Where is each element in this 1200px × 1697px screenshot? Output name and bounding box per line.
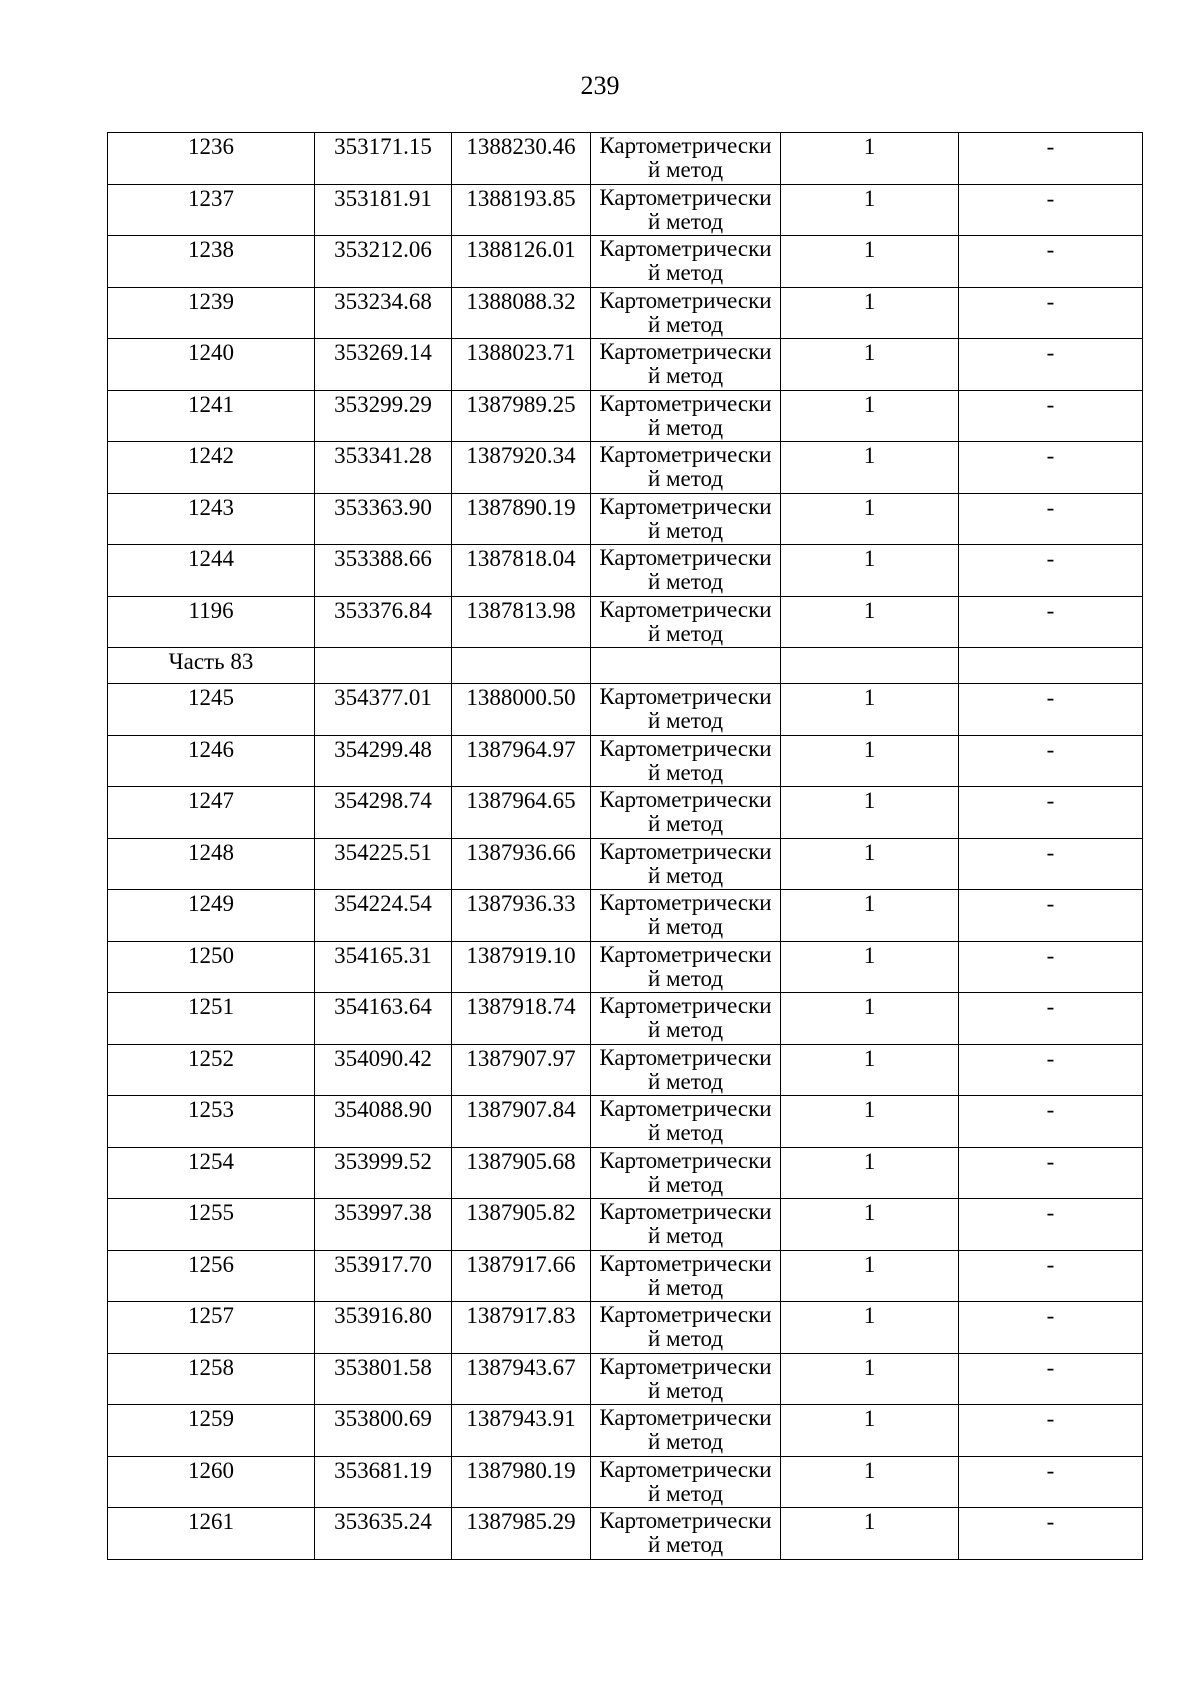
method-cell	[591, 545, 781, 597]
table-row	[108, 1405, 1143, 1457]
y-coordinate-cell: 1387980.19	[452, 1456, 591, 1508]
y-coordinate-cell: 1388023.71	[452, 339, 591, 391]
table-row	[108, 1508, 1143, 1560]
method-cell	[591, 1353, 781, 1405]
empty-cell	[781, 648, 959, 684]
table-row	[108, 787, 1143, 839]
x-coordinate-cell: 353376.84	[315, 596, 452, 648]
point-number-cell: 1249	[108, 890, 315, 942]
point-number-cell: 1251	[108, 993, 315, 1045]
y-coordinate-cell: 1387907.84	[452, 1096, 591, 1148]
table-row	[108, 339, 1143, 391]
x-coordinate-cell: 354224.54	[315, 890, 452, 942]
method-cell	[591, 1302, 781, 1354]
x-coordinate-cell: 353299.29	[315, 390, 452, 442]
description-cell: -	[959, 1508, 1143, 1560]
point-number-cell: 1236	[108, 133, 315, 185]
precision-cell: 1	[781, 287, 959, 339]
description-cell: -	[959, 787, 1143, 839]
method-cell	[591, 787, 781, 839]
table-row	[108, 1096, 1143, 1148]
precision-cell: 1	[781, 890, 959, 942]
precision-cell: 1	[781, 184, 959, 236]
y-coordinate-cell: 1387964.97	[452, 735, 591, 787]
precision-cell: 1	[781, 442, 959, 494]
x-coordinate-cell: 353681.19	[315, 1456, 452, 1508]
precision-cell: 1	[781, 133, 959, 185]
x-coordinate-cell: 353999.52	[315, 1147, 452, 1199]
point-number-cell: 1248	[108, 838, 315, 890]
x-coordinate-cell: 353800.69	[315, 1405, 452, 1457]
description-cell: -	[959, 838, 1143, 890]
x-coordinate-cell: 353997.38	[315, 1199, 452, 1251]
y-coordinate-cell: 1387943.67	[452, 1353, 591, 1405]
precision-cell: 1	[781, 1508, 959, 1560]
x-coordinate-cell: 354377.01	[315, 684, 452, 736]
x-coordinate-cell: 354298.74	[315, 787, 452, 839]
description-cell: -	[959, 1096, 1143, 1148]
description-cell: -	[959, 735, 1143, 787]
method-cell	[591, 684, 781, 736]
method-cell	[591, 236, 781, 288]
method-text: Картометрически й метод	[599, 941, 772, 991]
precision-cell: 1	[781, 1044, 959, 1096]
point-number-cell: 1242	[108, 442, 315, 494]
empty-cell	[959, 648, 1143, 684]
description-cell: -	[959, 1405, 1143, 1457]
point-number-cell: 1196	[108, 596, 315, 648]
point-number-cell: 1237	[108, 184, 315, 236]
method-text: Картометрически й метод	[599, 1456, 772, 1506]
method-text: Картометрически й метод	[599, 133, 772, 182]
table-row	[108, 1199, 1143, 1251]
method-text: Картометрически й метод	[599, 1199, 772, 1248]
x-coordinate-cell: 354088.90	[315, 1096, 452, 1148]
description-cell: -	[959, 339, 1143, 391]
table-row	[108, 184, 1143, 236]
method-cell	[591, 287, 781, 339]
table-row	[108, 442, 1143, 494]
method-text: Картометрически й метод	[599, 339, 772, 388]
method-text: Картометрически й метод	[599, 787, 772, 836]
method-text: Картометрически й метод	[599, 993, 772, 1042]
method-cell	[591, 1096, 781, 1148]
precision-cell: 1	[781, 1199, 959, 1251]
precision-cell: 1	[781, 1353, 959, 1405]
page-number: 239	[580, 71, 620, 100]
table-row	[108, 941, 1143, 993]
y-coordinate-cell: 1387920.34	[452, 442, 591, 494]
precision-cell: 1	[781, 596, 959, 648]
description-cell: -	[959, 1044, 1143, 1096]
table-row	[108, 1044, 1143, 1096]
description-cell: -	[959, 684, 1143, 736]
method-text: Картометрически й метод	[599, 1302, 772, 1351]
coordinates-table-body	[108, 133, 1143, 1560]
method-text: Картометрически й метод	[599, 545, 772, 594]
method-cell	[591, 1456, 781, 1508]
precision-cell: 1	[781, 941, 959, 993]
point-number-cell: 1247	[108, 787, 315, 839]
description-cell: -	[959, 184, 1143, 236]
method-cell	[591, 596, 781, 648]
x-coordinate-cell: 353234.68	[315, 287, 452, 339]
point-number-cell: 1246	[108, 735, 315, 787]
method-text: Картометрически й метод	[599, 838, 772, 888]
part-label: Часть 83	[108, 648, 315, 684]
table-row	[108, 236, 1143, 288]
table-row	[108, 1456, 1143, 1508]
y-coordinate-cell: 1387918.74	[452, 993, 591, 1045]
method-cell	[591, 390, 781, 442]
method-cell	[591, 1405, 781, 1457]
description-cell: -	[959, 596, 1143, 648]
description-cell: -	[959, 390, 1143, 442]
method-cell	[591, 184, 781, 236]
method-cell	[591, 493, 781, 545]
x-coordinate-cell: 354090.42	[315, 1044, 452, 1096]
point-number-cell: 1261	[108, 1508, 315, 1560]
x-coordinate-cell: 353388.66	[315, 545, 452, 597]
precision-cell: 1	[781, 390, 959, 442]
description-cell: -	[959, 1147, 1143, 1199]
precision-cell: 1	[781, 735, 959, 787]
y-coordinate-cell: 1387943.91	[452, 1405, 591, 1457]
method-cell	[591, 442, 781, 494]
point-number-cell: 1245	[108, 684, 315, 736]
point-number-cell: 1257	[108, 1302, 315, 1354]
method-cell	[591, 890, 781, 942]
method-text: Картометрически й метод	[599, 1508, 772, 1557]
table-row	[108, 735, 1143, 787]
y-coordinate-cell: 1387936.33	[452, 890, 591, 942]
table-row	[108, 493, 1143, 545]
precision-cell: 1	[781, 787, 959, 839]
method-cell	[591, 1199, 781, 1251]
x-coordinate-cell: 353212.06	[315, 236, 452, 288]
table-row	[108, 596, 1143, 648]
precision-cell: 1	[781, 993, 959, 1045]
table-row	[108, 1353, 1143, 1405]
description-cell: -	[959, 442, 1143, 494]
point-number-cell: 1239	[108, 287, 315, 339]
y-coordinate-cell: 1387905.82	[452, 1199, 591, 1251]
part-header-row	[108, 648, 1143, 684]
precision-cell: 1	[781, 1302, 959, 1354]
point-number-cell: 1260	[108, 1456, 315, 1508]
description-cell: -	[959, 236, 1143, 288]
empty-cell	[315, 648, 452, 684]
y-coordinate-cell: 1387907.97	[452, 1044, 591, 1096]
method-text: Картометрически й метод	[599, 1044, 772, 1094]
y-coordinate-cell: 1387813.98	[452, 596, 591, 648]
method-text: Картометрически й метод	[599, 735, 772, 785]
method-text: Картометрически й метод	[599, 287, 772, 337]
x-coordinate-cell: 353341.28	[315, 442, 452, 494]
method-cell	[591, 1044, 781, 1096]
table-row	[108, 1250, 1143, 1302]
method-text: Картометрически й метод	[599, 1096, 772, 1145]
y-coordinate-cell: 1387964.65	[452, 787, 591, 839]
method-cell	[591, 1250, 781, 1302]
method-text: Картометрически й метод	[599, 236, 772, 285]
method-text: Картометрически й метод	[599, 390, 772, 440]
precision-cell: 1	[781, 1250, 959, 1302]
x-coordinate-cell: 354225.51	[315, 838, 452, 890]
precision-cell: 1	[781, 1147, 959, 1199]
precision-cell: 1	[781, 545, 959, 597]
y-coordinate-cell: 1387989.25	[452, 390, 591, 442]
precision-cell: 1	[781, 339, 959, 391]
y-coordinate-cell: 1387917.66	[452, 1250, 591, 1302]
method-cell	[591, 735, 781, 787]
description-cell: -	[959, 493, 1143, 545]
y-coordinate-cell: 1387919.10	[452, 941, 591, 993]
method-cell	[591, 993, 781, 1045]
y-coordinate-cell: 1387985.29	[452, 1508, 591, 1560]
description-cell: -	[959, 941, 1143, 993]
precision-cell: 1	[781, 1096, 959, 1148]
point-number-cell: 1240	[108, 339, 315, 391]
empty-cell	[452, 648, 591, 684]
description-cell: -	[959, 133, 1143, 185]
x-coordinate-cell: 353916.80	[315, 1302, 452, 1354]
table-row	[108, 1147, 1143, 1199]
x-coordinate-cell: 353171.15	[315, 133, 452, 185]
x-coordinate-cell: 353917.70	[315, 1250, 452, 1302]
point-number-cell: 1250	[108, 941, 315, 993]
method-text: Картометрически й метод	[599, 1147, 772, 1197]
table-row	[108, 684, 1143, 736]
precision-cell: 1	[781, 1456, 959, 1508]
description-cell: -	[959, 287, 1143, 339]
point-number-cell: 1258	[108, 1353, 315, 1405]
table-row	[108, 1302, 1143, 1354]
method-cell	[591, 941, 781, 993]
x-coordinate-cell: 354163.64	[315, 993, 452, 1045]
table-row	[108, 133, 1143, 185]
description-cell: -	[959, 993, 1143, 1045]
point-number-cell: 1259	[108, 1405, 315, 1457]
y-coordinate-cell: 1387936.66	[452, 838, 591, 890]
table-row	[108, 993, 1143, 1045]
x-coordinate-cell: 353269.14	[315, 339, 452, 391]
x-coordinate-cell: 353363.90	[315, 493, 452, 545]
point-number-cell: 1256	[108, 1250, 315, 1302]
method-cell	[591, 838, 781, 890]
y-coordinate-cell: 1388126.01	[452, 236, 591, 288]
precision-cell: 1	[781, 236, 959, 288]
y-coordinate-cell: 1388088.32	[452, 287, 591, 339]
method-text: Картометрически й метод	[599, 890, 772, 939]
description-cell: -	[959, 545, 1143, 597]
x-coordinate-cell: 353181.91	[315, 184, 452, 236]
y-coordinate-cell: 1387905.68	[452, 1147, 591, 1199]
precision-cell: 1	[781, 684, 959, 736]
precision-cell: 1	[781, 838, 959, 890]
point-number-cell: 1244	[108, 545, 315, 597]
precision-cell: 1	[781, 493, 959, 545]
method-text: Картометрически й метод	[599, 684, 772, 733]
point-number-cell: 1254	[108, 1147, 315, 1199]
empty-cell	[591, 648, 781, 684]
point-number-cell: 1252	[108, 1044, 315, 1096]
x-coordinate-cell: 354165.31	[315, 941, 452, 993]
method-text: Картометрически й метод	[599, 442, 772, 491]
point-number-cell: 1255	[108, 1199, 315, 1251]
table-row	[108, 390, 1143, 442]
method-cell	[591, 133, 781, 185]
y-coordinate-cell: 1387917.83	[452, 1302, 591, 1354]
y-coordinate-cell: 1387890.19	[452, 493, 591, 545]
coordinates-table	[107, 132, 1143, 1560]
method-text: Картометрически й метод	[599, 1250, 772, 1300]
method-text: Картометрически й метод	[599, 596, 772, 646]
table-row	[108, 287, 1143, 339]
method-text: Картометрически й метод	[599, 1405, 772, 1454]
point-number-cell: 1238	[108, 236, 315, 288]
y-coordinate-cell: 1388000.50	[452, 684, 591, 736]
point-number-cell: 1243	[108, 493, 315, 545]
point-number-cell: 1241	[108, 390, 315, 442]
method-cell	[591, 1508, 781, 1560]
description-cell: -	[959, 1199, 1143, 1251]
y-coordinate-cell: 1388193.85	[452, 184, 591, 236]
description-cell: -	[959, 1250, 1143, 1302]
x-coordinate-cell: 353635.24	[315, 1508, 452, 1560]
method-cell	[591, 339, 781, 391]
method-text: Картометрически й метод	[599, 493, 772, 543]
description-cell: -	[959, 890, 1143, 942]
y-coordinate-cell: 1388230.46	[452, 133, 591, 185]
description-cell: -	[959, 1302, 1143, 1354]
method-text: Картометрически й метод	[599, 1353, 772, 1403]
description-cell: -	[959, 1353, 1143, 1405]
y-coordinate-cell: 1387818.04	[452, 545, 591, 597]
x-coordinate-cell: 354299.48	[315, 735, 452, 787]
method-text: Картометрически й метод	[599, 184, 772, 234]
method-cell	[591, 1147, 781, 1199]
description-cell: -	[959, 1456, 1143, 1508]
point-number-cell: 1253	[108, 1096, 315, 1148]
x-coordinate-cell: 353801.58	[315, 1353, 452, 1405]
table-row	[108, 545, 1143, 597]
table-row	[108, 890, 1143, 942]
precision-cell: 1	[781, 1405, 959, 1457]
table-row	[108, 838, 1143, 890]
